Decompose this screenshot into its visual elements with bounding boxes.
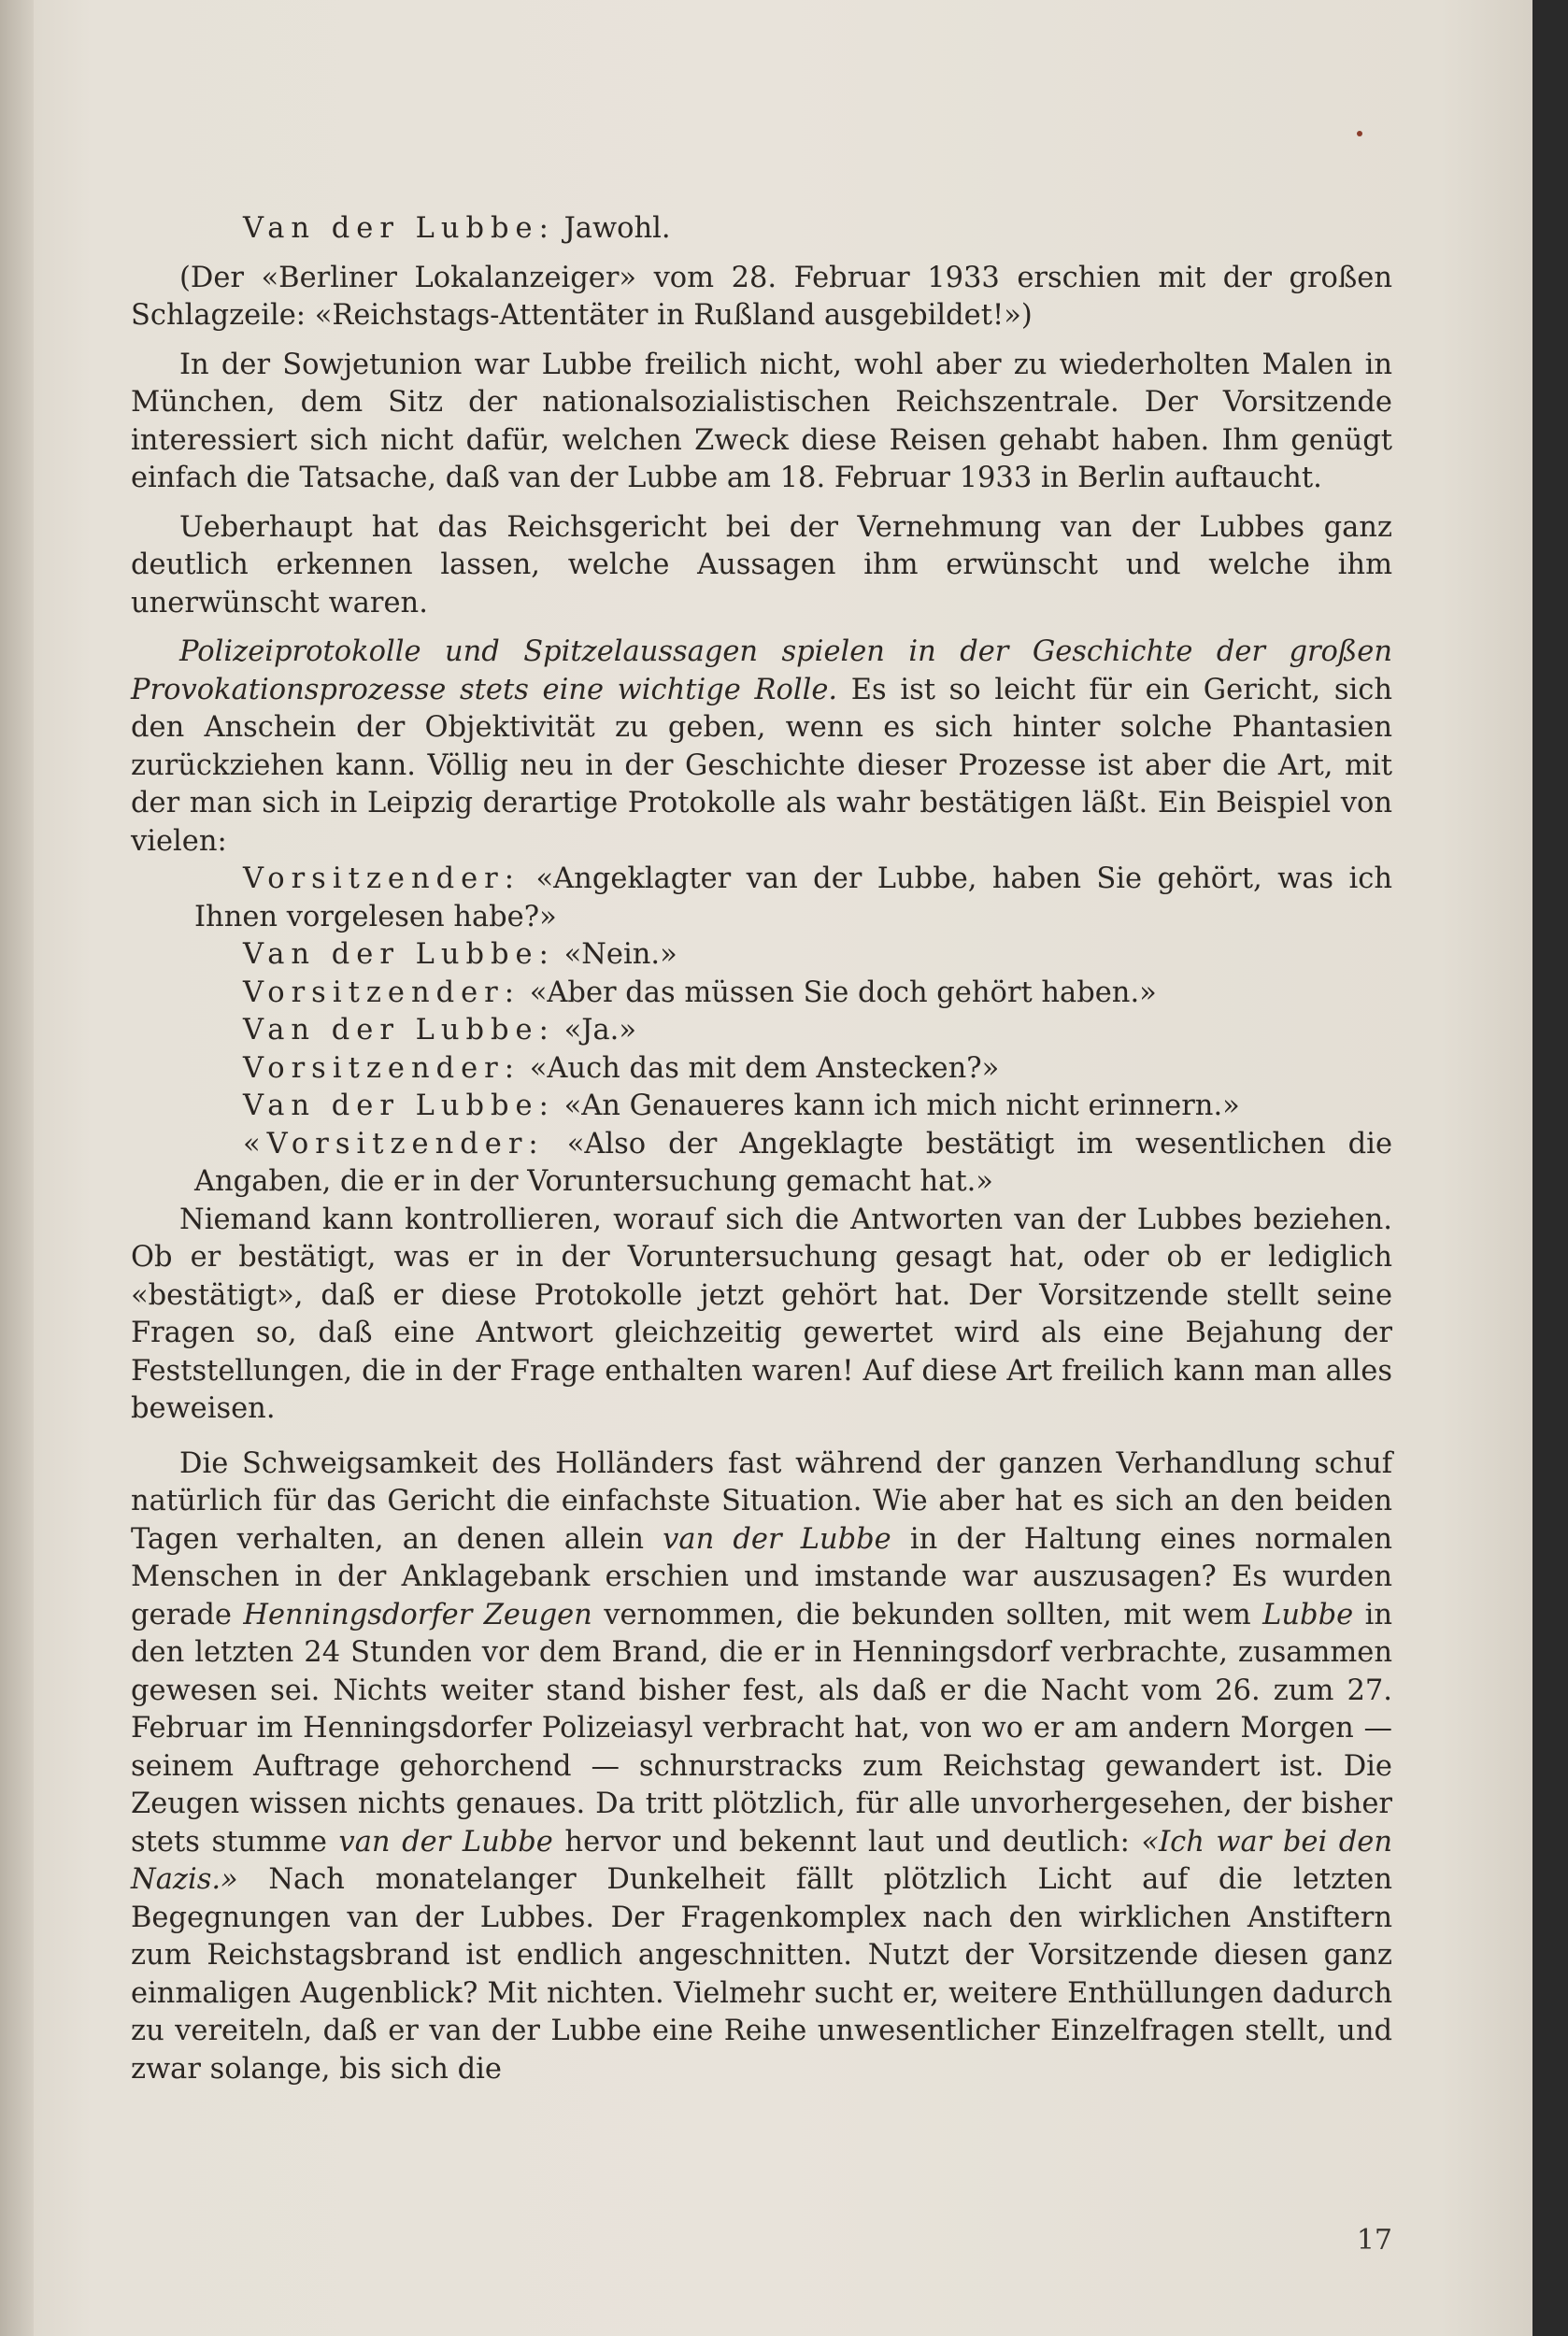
speaker-label: Vorsitzender: <box>243 862 521 895</box>
paragraph: Niemand kann kontrollieren, worauf sich die Antworten van der Lubbes beziehen. Ob er bestätigt, was er in der Voruntersuchung gesagt hat, oder ob er lediglich «bestätigt», daß er diese Protokolle jetzt gehört hat. Der Vorsitzende stellt seine Fragen so, daß eine Antwort gleichzeitig gewertet wird als eine Bejahung der Feststellungen, die in der Frage enthalten waren! Auf diese Art freilich kann man alles beweisen. <box>131 1203 1392 1425</box>
speaker-label: Van der Lubbe: <box>243 938 555 971</box>
dialog-text: «Auch das mit dem Anstecken?» <box>529 1051 1000 1085</box>
paragraph: Ueberhaupt hat das Reichsgericht bei der Vernehmung van der Lubbes ganz deutlich erkennen lassen, welche Aussagen ihm erwünscht und welche ihm unerwünscht waren. <box>131 510 1392 620</box>
dialog-text: «Aber das müssen Sie doch gehört haben.» <box>529 976 1157 1009</box>
dialog-text: Jawohl. <box>563 212 671 245</box>
dialog-line <box>131 1088 1392 1126</box>
page-binding-edge <box>0 0 34 2336</box>
speaker-label: «Vorsitzender: <box>243 1127 545 1161</box>
scan-mark <box>1357 131 1362 136</box>
dialog-text: «Angeklagter van der Lubbe, haben Sie gehört, was ich Ihnen vorgelesen habe?» <box>194 862 1392 933</box>
dialog-line <box>131 1012 1392 1050</box>
speaker-label: Vorsitzender: <box>243 976 521 1009</box>
speaker-label: Van der Lubbe: <box>243 1090 555 1122</box>
dialog-line <box>131 975 1392 1013</box>
dialog-line <box>131 861 1392 936</box>
paragraph-text: Es ist so leicht für ein Gericht, sich den Anschein der Objektivität zu geben, wenn es sich hinter solche Phantasien zurückziehen kann. Völlig neu in der Geschichte dieser Prozesse ist aber die Art, mit der man sich in Leipzig derartige Protokolle als wahr bestätigen läßt. Ein Beispiel von vielen: <box>131 673 1393 858</box>
dialog-text: «An Genaueres kann ich mich nicht erinnern.» <box>563 1090 1240 1122</box>
paragraph: (Der «Berliner Lokalanzeiger» vom 28. Februar 1933 erschien mit der großen Schlagzeile: «Reichstags-Attentäter in Rußland ausgebildet!») <box>131 261 1392 332</box>
dialog-line <box>131 210 1392 249</box>
italic-emphasis: Lubbe <box>1262 1598 1354 1631</box>
italic-emphasis: Henningsdorfer Zeugen <box>243 1598 592 1631</box>
page-number: 17 <box>1356 2224 1392 2257</box>
speaker-label: Vorsitzender: <box>243 1051 521 1085</box>
italic-emphasis: Polizeiprotokolle und Spitzelaussagen spielen in der Geschichte der großen Provokationsprozesse stets eine wichtige Rolle. <box>131 635 1392 706</box>
italic-emphasis: «Ich war bei den Nazis.» <box>131 1825 1393 1896</box>
dialog-text: «Nein.» <box>563 938 677 971</box>
dialog-text: «Ja.» <box>563 1014 637 1047</box>
paragraph: In der Sowjetunion war Lubbe freilich nicht, wohl aber zu wiederholten Malen in München, dem Sitz der nationalsozialistischen Reichszentrale. Der Vorsitzende interessiert sich nicht dafür, welchen Zweck diese Reisen gehabt haben. Ihm genügt einfach die Tatsache, daß van der Lubbe am 18. Februar 1933 in Berlin auftaucht. <box>131 348 1392 494</box>
paragraph-text: vernommen, die bekunden sollten, mit wem <box>592 1598 1263 1631</box>
italic-emphasis: van der Lubbe <box>338 1825 553 1859</box>
italic-emphasis: van der Lubbe <box>663 1522 891 1556</box>
paragraph-text: hervor und bekennt laut und deutlich: <box>552 1825 1142 1859</box>
speaker-label: Van der Lubbe: <box>243 1014 555 1047</box>
dialog-line <box>131 1050 1392 1089</box>
paragraph-text: in den letzten 24 Stunden vor dem Brand, die er in Henningsdorf verbrachte, zusammen gewesen sei. Nichts weiter stand bisher fest, als daß er die Nacht vom 26. zum 27. Februar im Henningsdorfer Polizeiasyl verbracht hat, von wo er am andern Morgen — seinem Auftrage gehorchend — schnurstracks zum Reichstag gewandert ist. Die Zeugen wissen nichts genaues. Da tritt plötzlich, für alle unvorhergesehen, der bisher stets stumme <box>131 1598 1393 1859</box>
paragraph-text: in der Haltung eines normalen Menschen in der Anklagebank erschien und imstande war auszusagen? Es wurden gerade <box>131 1522 1392 1631</box>
paragraph-text: Nach monatelanger Dunkelheit fällt plötzlich Licht auf die letzten Begegnungen van der Lubbes. Der Fragenkomplex nach den wirklichen Anstiftern zum Reichstagsbrand ist endlich angeschnitten. Nutzt der Vorsitzende diesen ganz einmaligen Augenblick? Mit nichten. Vielmehr sucht er, weitere Enthüllungen dadurch zu vereiteln, daß er van der Lubbe eine Reihe unwesentlicher Einzelfragen stellt, und zwar solange, bis sich die <box>131 1863 1392 2086</box>
page-body <box>131 210 1392 2088</box>
dialog-line <box>131 1126 1392 1202</box>
paragraph <box>131 634 1392 861</box>
dialog-text: «Also der Angeklagte bestätigt im wesentlichen die Angaben, die er in der Voruntersuchung gemacht hat.» <box>194 1127 1392 1198</box>
paragraph-text: Die Schweigsamkeit des Holländers fast während der ganzen Verhandlung schuf natürlich für das Gericht die einfachste Situation. Wie aber hat es sich an den beiden Tagen verhalten, an denen allein <box>131 1446 1392 1556</box>
dialog-line <box>131 936 1392 975</box>
paragraph <box>131 1446 1392 2089</box>
speaker-label: Van der Lubbe: <box>243 212 555 245</box>
